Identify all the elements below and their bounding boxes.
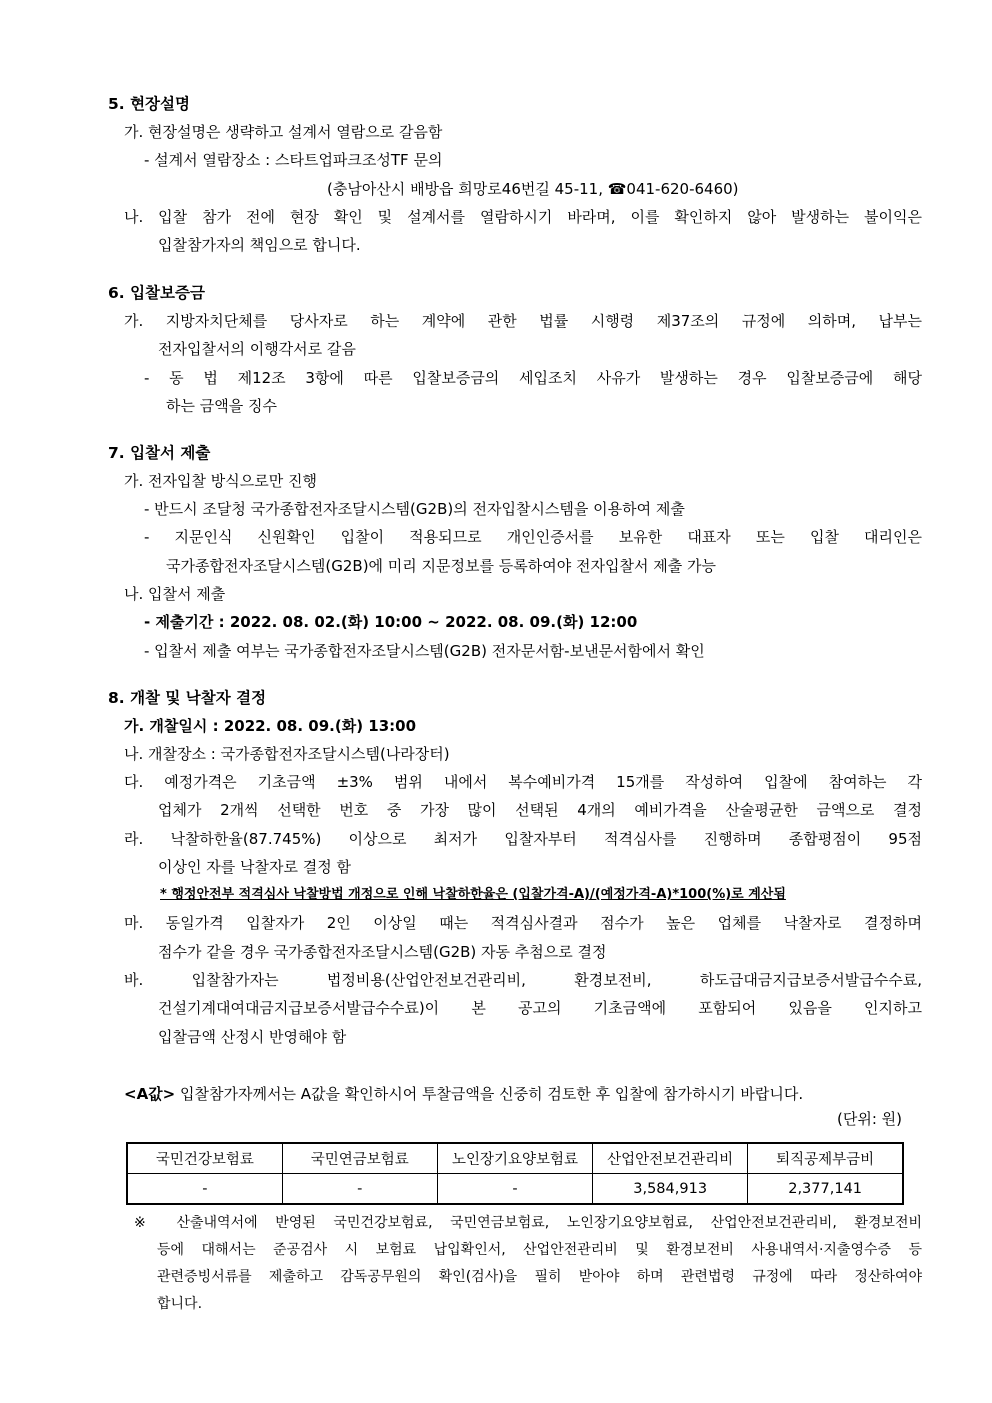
section5-item-na-line1: 나. 입찰 참가 전에 현장 확인 및 설계서를 열람하시기 바라며, 이를 확인하지 않아 발생하는 불이익은	[124, 208, 922, 226]
section8-item-ma-line2: 점수가 같을 경우 국가종합전자조달시스템(G2B) 자동 추첨으로 결정	[158, 943, 607, 961]
section6-sub-line2: 하는 금액을 징수	[166, 397, 277, 415]
header-pension: 국민연금보험료	[282, 1143, 437, 1174]
section6-item-ga-line2: 전자입찰서의 이행각서로 갈음	[158, 340, 356, 358]
section5-item-ga: 가. 현장설명은 생략하고 설계서 열람으로 갈음함	[124, 123, 443, 141]
header-health-insurance: 국민건강보험료	[127, 1143, 282, 1174]
a-value-intro-text: 입찰참가자께서는 A값을 확인하시어 투찰금액을 신중히 검토한 후 입찰에 참가하시기 바랍니다.	[180, 1085, 804, 1103]
section6-item-ga-line1: 가. 지방자치단체를 당사자로 하는 계약에 관한 법률 시행령 제37조의 규정에 의하며, 납부는	[124, 312, 922, 330]
section8-item-ra-line2: 이상인 자를 낙찰자로 결정 함	[158, 858, 351, 876]
section8-item-da-line2: 업체가 2개씩 선택한 번호 중 가장 많이 선택된 4개의 예비가격을 산술평균한 금액으로 결정	[158, 801, 922, 819]
section8-opening-place: 나. 개찰장소 : 국가종합전자조달시스템(나라장터)	[124, 745, 450, 763]
value-long-term-care: -	[437, 1174, 592, 1205]
section8-item-ba-line3: 입찰금액 산정시 반영해야 함	[158, 1028, 347, 1046]
a-value-header-row	[127, 1143, 903, 1174]
value-retirement: 2,377,141	[748, 1174, 903, 1205]
value-pension: -	[282, 1174, 437, 1205]
section7-item-ga-sub1: - 반드시 조달청 국가종합전자조달시스템(G2B)의 전자입찰시스템을 이용하여 제출	[144, 500, 685, 518]
section8-item-ma-line1: 마. 동일가격 입찰자가 2인 이상일 때는 적격심사결과 점수가 높은 업체를 낙찰자로 결정하며	[124, 914, 922, 932]
section8-item-ra-line1: 라. 낙찰하한율(87.745%) 이상으로 최저가 입찰자부터 적격심사를 진행하며 종합평점이 95점	[124, 830, 922, 848]
section5-address: (충남아산시 배방읍 희망로46번길 45-11, ☎041-620-6460)	[327, 180, 739, 198]
section5-item-na-line2: 입찰참가자의 책임으로 합니다.	[158, 236, 361, 254]
header-retirement: 퇴직공제부금비	[748, 1143, 903, 1174]
section7-submission-period: - 제출기간 : 2022. 08. 02.(화) 10:00 ~ 2022. 08. 09.(화) 12:00	[144, 613, 638, 631]
section7-item-na: 나. 입찰서 제출	[124, 585, 226, 603]
section6-heading: 6. 입찰보증금	[108, 284, 205, 302]
section7-item-ga: 가. 전자입찰 방식으로만 진행	[124, 472, 317, 490]
header-long-term-care: 노인장기요양보험료	[437, 1143, 592, 1174]
a-value-data-row	[127, 1174, 903, 1205]
section5-heading: 5. 현장설명	[108, 95, 190, 113]
section8-note: * 행정안전부 적격심사 낙찰방법 개정으로 인해 낙찰하한율은 (입찰가격-A)/(예정가격-A)*100(%)로 계산됨	[160, 887, 786, 902]
a-value-table	[126, 1142, 904, 1205]
footnote-line3: 관련증빙서류를 제출하고 감독공무원의 확인(검사)을 필히 받아야 하며 관련법령 규정에 따라 정산하여야	[157, 1269, 922, 1285]
a-value-label: <A값>	[124, 1085, 176, 1103]
section8-opening-date: 가. 개찰일시 : 2022. 08. 09.(화) 13:00	[124, 717, 417, 735]
value-health-insurance: -	[127, 1174, 282, 1205]
footnote-line1: ※ 산출내역서에 반영된 국민건강보험료, 국민연금보험료, 노인장기요양보험료, 산업안전보건관리비, 환경보전비	[134, 1215, 922, 1231]
footnote-line2: 등에 대해서는 준공검사 시 보험료 납입확인서, 산업안전관리비 및 환경보전비 사용내역서·지출영수증 등	[157, 1242, 922, 1258]
header-safety-health: 산업안전보건관리비	[593, 1143, 748, 1174]
section7-item-ga-sub2-line2: 국가종합전자조달시스템(G2B)에 미리 지문정보를 등록하여야 전자입찰서 제출 가능	[166, 557, 716, 575]
section8-heading: 8. 개찰 및 낙찰자 결정	[108, 689, 267, 707]
section8-item-ba-line1: 바. 입찰참가자는 법정비용(산업안전보건관리비, 환경보전비, 하도급대금지급보증서발급수수료,	[124, 971, 922, 989]
a-value-unit: (단위: 원)	[837, 1110, 902, 1128]
section6-sub-line1: - 동 법 제12조 3항에 따른 입찰보증금의 세입조치 사유가 발생하는 경우 입찰보증금에 해당	[144, 369, 922, 387]
footnote-line4: 합니다.	[157, 1296, 203, 1312]
section7-heading: 7. 입찰서 제출	[108, 444, 211, 462]
section7-item-na-sub2: - 입찰서 제출 여부는 국가종합전자조달시스템(G2B) 전자문서함-보낸문서함에서 확인	[144, 642, 705, 660]
section8-item-da-line1: 다. 예정가격은 기초금액 ±3% 범위 내에서 복수예비가격 15개를 작성하여 입찰에 참여하는 각	[124, 773, 922, 791]
section8-item-ba-line2: 건설기계대여대금지급보증서발급수수료)이 본 공고의 기초금액에 포함되어 있음을 인지하고	[158, 999, 922, 1017]
value-safety-health: 3,584,913	[593, 1174, 748, 1205]
section5-item-ga-sub: - 설계서 열람장소 : 스타트업파크조성TF 문의	[144, 151, 443, 169]
a-value-intro	[124, 1083, 992, 1105]
section7-item-ga-sub2-line1: - 지문인식 신원확인 입찰이 적용되므로 개인인증서를 보유한 대표자 또는 입찰 대리인은	[144, 528, 922, 546]
